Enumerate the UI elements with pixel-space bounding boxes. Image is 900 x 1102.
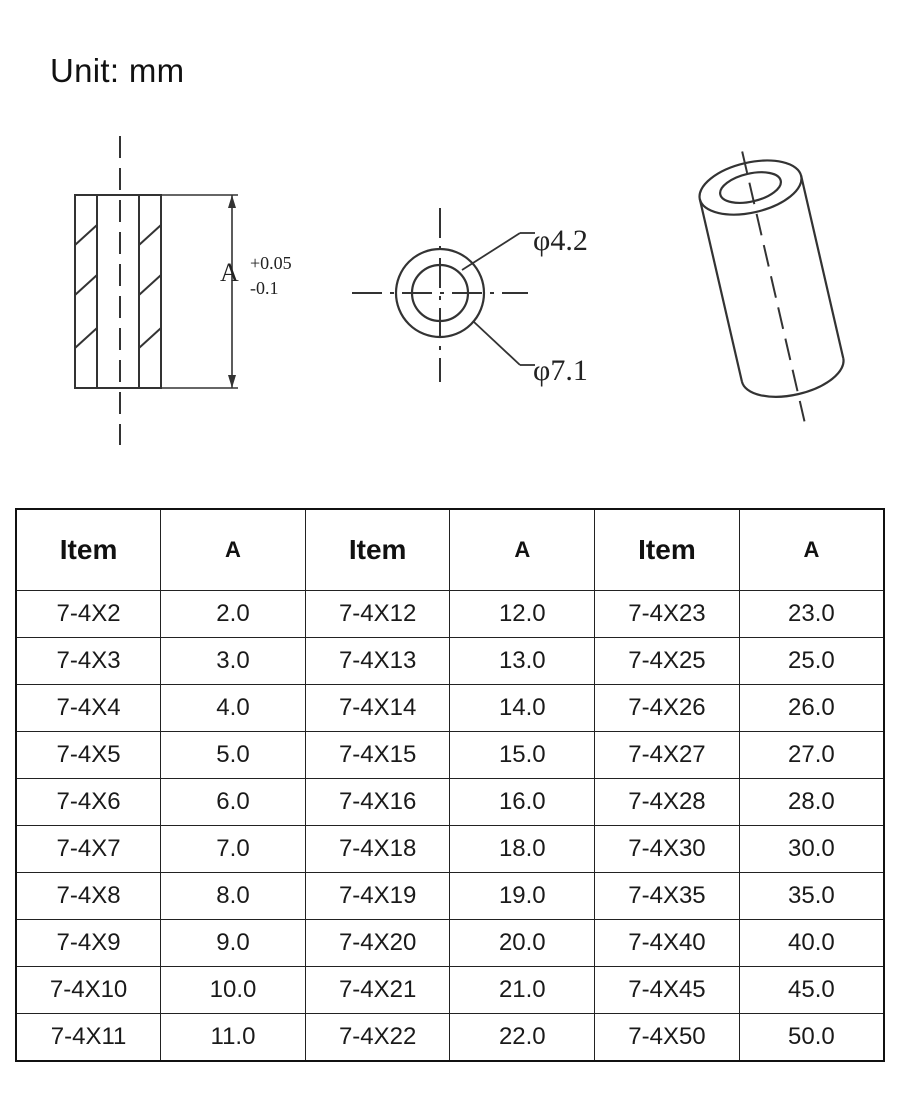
length-a-cell: 27.0 [739,732,884,779]
item-code-cell: 7-4X15 [305,732,450,779]
length-a-cell: 23.0 [739,591,884,638]
item-code-cell: 7-4X50 [595,1014,740,1062]
dimension-a-label: A [220,258,239,287]
length-a-cell: 18.0 [450,826,595,873]
table-row [16,873,884,920]
item-code-cell: 7-4X18 [305,826,450,873]
length-a-cell: 9.0 [161,920,306,967]
item-code-cell: 7-4X6 [16,779,161,826]
table-row [16,591,884,638]
technical-drawing [0,120,900,460]
item-code-cell: 7-4X10 [16,967,161,1014]
table-body [16,591,884,1062]
item-code-cell: 7-4X22 [305,1014,450,1062]
length-a-cell: 4.0 [161,685,306,732]
length-a-cell: 12.0 [450,591,595,638]
length-a-cell: 21.0 [450,967,595,1014]
tolerance-plus: +0.05 [250,253,292,273]
length-a-cell: 14.0 [450,685,595,732]
item-code-cell: 7-4X20 [305,920,450,967]
length-a-cell: 3.0 [161,638,306,685]
column-header-a: A [739,509,884,591]
table-row [16,967,884,1014]
length-a-cell: 6.0 [161,779,306,826]
length-a-cell: 45.0 [739,967,884,1014]
item-code-cell: 7-4X12 [305,591,450,638]
length-a-cell: 35.0 [739,873,884,920]
length-a-cell: 30.0 [739,826,884,873]
length-a-cell: 8.0 [161,873,306,920]
length-a-cell: 40.0 [739,920,884,967]
length-a-cell: 28.0 [739,779,884,826]
length-a-cell: 5.0 [161,732,306,779]
length-a-cell: 50.0 [739,1014,884,1062]
item-code-cell: 7-4X2 [16,591,161,638]
length-a-cell: 16.0 [450,779,595,826]
length-a-cell: 13.0 [450,638,595,685]
item-code-cell: 7-4X35 [595,873,740,920]
column-header-a: A [450,509,595,591]
length-a-cell: 22.0 [450,1014,595,1062]
isometric-view [692,140,856,433]
item-code-cell: 7-4X19 [305,873,450,920]
item-code-cell: 7-4X27 [595,732,740,779]
item-code-cell: 7-4X8 [16,873,161,920]
item-code-cell: 7-4X7 [16,826,161,873]
spec-table [15,508,885,1062]
item-code-cell: 7-4X4 [16,685,161,732]
column-header-item: Item [595,509,740,591]
tolerance-minus: -0.1 [250,278,279,298]
inner-diameter-label: φ4.2 [533,224,588,257]
item-code-cell: 7-4X13 [305,638,450,685]
column-header-item: Item [16,509,161,591]
table-row [16,685,884,732]
length-a-cell: 11.0 [161,1014,306,1062]
item-code-cell: 7-4X16 [305,779,450,826]
item-code-cell: 7-4X26 [595,685,740,732]
length-a-cell: 15.0 [450,732,595,779]
column-header-item: Item [305,509,450,591]
item-code-cell: 7-4X25 [595,638,740,685]
length-a-cell: 2.0 [161,591,306,638]
item-code-cell: 7-4X3 [16,638,161,685]
table-row [16,826,884,873]
length-a-cell: 20.0 [450,920,595,967]
item-code-cell: 7-4X5 [16,732,161,779]
table-row [16,732,884,779]
item-code-cell: 7-4X11 [16,1014,161,1062]
front-view [352,208,535,382]
table-row [16,920,884,967]
unit-title: Unit: mm [50,52,185,89]
item-code-cell: 7-4X40 [595,920,740,967]
item-code-cell: 7-4X23 [595,591,740,638]
length-a-cell: 26.0 [739,685,884,732]
column-header-a: A [161,509,306,591]
length-a-cell: 25.0 [739,638,884,685]
item-code-cell: 7-4X45 [595,967,740,1014]
length-a-cell: 19.0 [450,873,595,920]
table-header-row [16,509,884,591]
outer-diameter-label: φ7.1 [533,354,588,387]
table-row [16,779,884,826]
table-row [16,638,884,685]
item-code-cell: 7-4X21 [305,967,450,1014]
length-a-cell: 7.0 [161,826,306,873]
length-a-cell: 10.0 [161,967,306,1014]
item-code-cell: 7-4X30 [595,826,740,873]
table-row [16,1014,884,1062]
item-code-cell: 7-4X9 [16,920,161,967]
item-code-cell: 7-4X28 [595,779,740,826]
item-code-cell: 7-4X14 [305,685,450,732]
side-view [75,136,238,445]
